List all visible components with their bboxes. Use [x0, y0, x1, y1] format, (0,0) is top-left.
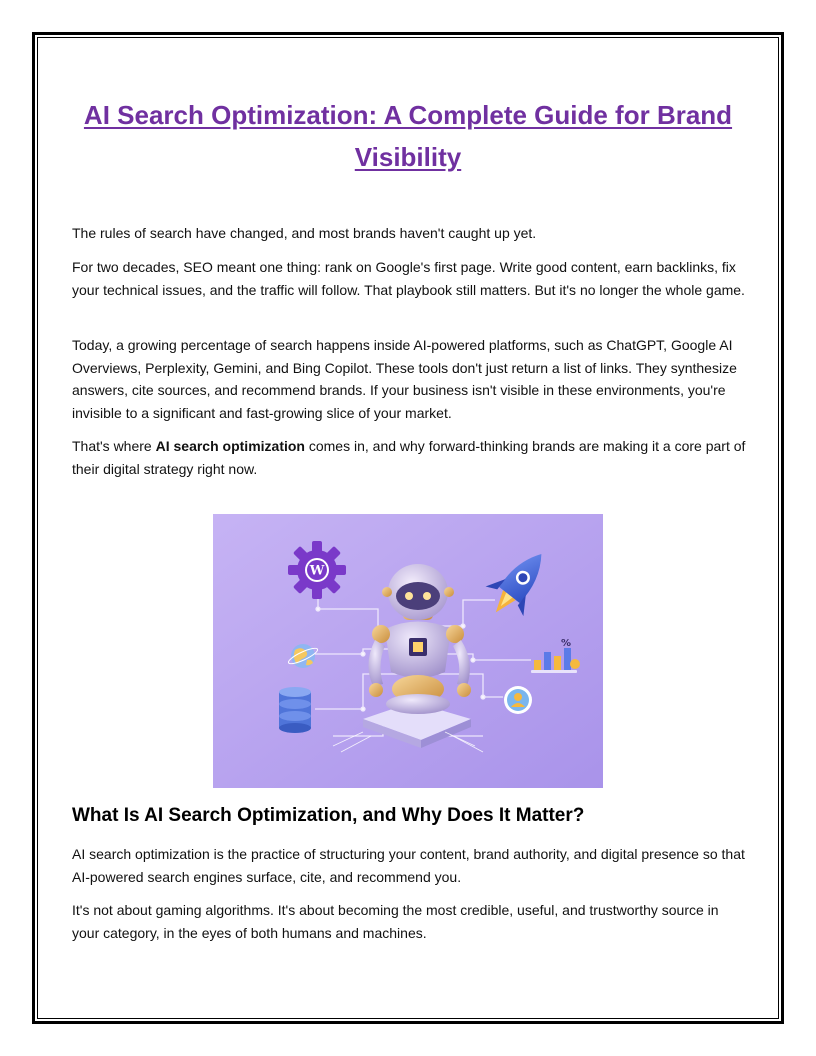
- wordpress-glyph: W: [309, 563, 325, 579]
- page-title[interactable]: AI Search Optimization: A Complete Guide for Brand Visibility: [83, 100, 733, 172]
- chart-percent-glyph: %: [561, 638, 572, 649]
- section-heading: What Is AI Search Optimization, and Why Does It Matter?: [72, 805, 585, 826]
- intro-keyword-bold: AI search optimization: [155, 438, 305, 454]
- wordpress-gear-icon: [288, 541, 346, 599]
- user-icon: [504, 686, 532, 714]
- hero-illustration: [213, 514, 603, 788]
- intro-paragraph-4-lead: That's where: [72, 438, 156, 454]
- intro-paragraph-3: Today, a growing percentage of search happens inside AI-powered platforms, such as ChatGPT, Google AI Overviews, Perplexity, Gemini, and Bing Copilot. These tools don't just return a list of links. They synthesize answers, cite sources, and recommend brands. If your business isn't visible in these environments, you're invisible to a significant and fast-growing slice of your market.: [72, 337, 737, 421]
- intro-paragraph-1: The rules of search have changed, and most brands haven't caught up yet.: [72, 225, 537, 241]
- section-paragraph-2: It's not about gaming algorithms. It's about becoming the most credible, useful, and trustworthy source in your category, in the eyes of both humans and machines.: [72, 902, 719, 941]
- intro-paragraph-4: [72, 435, 748, 480]
- intro-paragraph-2: For two decades, SEO meant one thing: rank on Google's first page. Write good content, earn backlinks, fix your technical issues, and the traffic will follow. That playbook still matters. But it's no longer the whole game.: [72, 259, 745, 298]
- database-icon: [279, 687, 311, 733]
- intro-paragraph-4-tail: comes in, and why forward-thinking brands are making it a core part of their digital strategy right now.: [72, 438, 746, 477]
- section-paragraph-1: AI search optimization is the practice of structuring your content, brand authority, and digital presence so that AI-powered search engines surface, cite, and recommend you.: [72, 846, 745, 885]
